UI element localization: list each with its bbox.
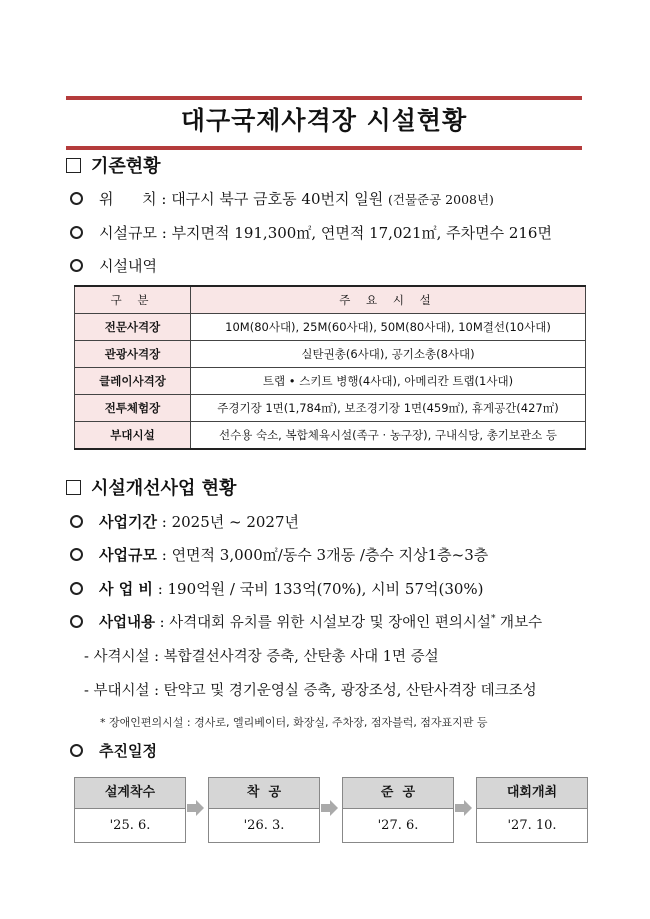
schedule-step: [476, 777, 588, 843]
table-row: [75, 368, 586, 395]
row-facilities: 트랩 • 스키트 병행(4사대), 아메리칸 트랩(1사대): [191, 368, 586, 395]
scale-label: 시설규모: [99, 224, 157, 242]
schedule-step: [74, 777, 186, 843]
content-label: 사업내용: [99, 615, 156, 631]
table-row: [75, 314, 586, 341]
location-label: 위 치: [99, 190, 157, 208]
section-existing-title: 기존현황: [91, 156, 161, 177]
table-row: [75, 422, 586, 450]
circle-bullet-icon: [70, 548, 83, 561]
table-row: [75, 395, 586, 422]
step-label: 준 공: [343, 778, 453, 809]
arrow-right-icon: [321, 799, 339, 817]
facilities-table: [74, 285, 586, 450]
step-date: '27. 10.: [477, 809, 587, 842]
schedule-step: [208, 777, 320, 843]
scale-line: 시설규모 : 부지면적 191,300㎡, 연면적 17,021㎡, 주차면수 216면: [70, 222, 552, 243]
circle-bullet-icon: [70, 192, 83, 205]
arrow-right-icon: [455, 799, 473, 817]
facilities-label: 시설내역: [99, 257, 157, 275]
cost-value: 190억원 / 국비 133억(70%), 시비 57억(30%): [167, 580, 484, 598]
circle-bullet-icon: [70, 744, 83, 757]
arrow-right-icon: [187, 799, 205, 817]
table-row: [75, 341, 586, 368]
period-line: 사업기간 : 2025년 ~ 2027년: [70, 511, 299, 532]
footnote-mark: *: [490, 614, 496, 625]
title-rule-bottom: [66, 146, 582, 150]
step-label: 설계착수: [75, 778, 185, 809]
section-existing-heading: [66, 152, 161, 178]
step-label: 착 공: [209, 778, 319, 809]
scale-value: 부지면적 191,300㎡, 연면적 17,021㎡, 주차면수 216면: [171, 224, 552, 242]
header-facilities: 주 요 시 설: [191, 286, 586, 314]
row-facilities: 10M(80사대), 25M(60사대), 50M(80사대), 10M결선(10사대): [191, 314, 586, 341]
content-line: 사업내용 : 사격대회 유치를 위한 시설보강 및 장애인 편의시설* 개보수: [70, 611, 542, 632]
step-date: '27. 6.: [343, 809, 453, 842]
project-scale-line: 사업규모 : 연면적 3,000㎡/동수 3개동 /층수 지상1층~3층: [70, 544, 488, 565]
project-scale-value: 연면적 3,000㎡/동수 3개동 /층수 지상1층~3층: [171, 546, 489, 564]
cost-label: 사 업 비: [99, 580, 153, 598]
sub-support-facility: - 부대시설 : 탄약고 및 경기운영실 증축, 광장조성, 산탄사격장 데크조성: [84, 683, 537, 699]
step-date: '25. 6.: [75, 809, 185, 842]
row-category: 클레이사격장: [75, 368, 191, 395]
step-date: '26. 3.: [209, 809, 319, 842]
row-category: 관광사격장: [75, 341, 191, 368]
step-label: 대회개최: [477, 778, 587, 809]
period-value: 2025년 ~ 2027년: [171, 513, 299, 531]
page-title: 대구국제사격장 시설현황: [180, 106, 468, 135]
row-category: 전문사격장: [75, 314, 191, 341]
project-scale-label: 사업규모: [99, 546, 157, 564]
table-header-row: [75, 286, 586, 314]
content-tail: 개보수: [495, 615, 543, 631]
square-bullet-icon: [66, 480, 81, 495]
accessibility-note: * 장애인편의시설 : 경사로, 엘리베이터, 화장실, 주차장, 점자블럭, 점자표지판 등: [100, 716, 488, 729]
header-category: 구 분: [75, 286, 191, 314]
schedule-label: 추진일정: [99, 742, 157, 760]
row-facilities: 선수용 숙소, 복합체육시설(족구 · 농구장), 구내식당, 총기보관소 등: [191, 422, 586, 450]
circle-bullet-icon: [70, 582, 83, 595]
circle-bullet-icon: [70, 226, 83, 239]
cost-line: 사 업 비 : 190억원 / 국비 133억(70%), 시비 57억(30%): [70, 578, 484, 599]
schedule-line: [70, 740, 157, 761]
location-line: 위 치 : 대구시 북구 금호동 40번지 일원 (건물준공 2008년): [70, 188, 494, 209]
square-bullet-icon: [66, 158, 81, 173]
circle-bullet-icon: [70, 615, 83, 628]
location-value: 대구시 북구 금호동 40번지 일원: [171, 190, 384, 208]
schedule-flow: [74, 777, 586, 841]
row-facilities: 주경기장 1면(1,784㎡), 보조경기장 1면(459㎡), 휴게공간(427㎡): [191, 395, 586, 422]
section-improvement-heading: [66, 474, 236, 500]
title-block: [66, 96, 582, 150]
row-category: 부대시설: [75, 422, 191, 450]
row-facilities: 실탄권총(6사대), 공기소총(8사대): [191, 341, 586, 368]
circle-bullet-icon: [70, 515, 83, 528]
circle-bullet-icon: [70, 259, 83, 272]
section-improvement-title: 시설개선사업 현황: [91, 478, 237, 499]
row-category: 전투체험장: [75, 395, 191, 422]
content-value: 사격대회 유치를 위한 시설보강 및 장애인 편의시설: [169, 615, 491, 631]
facilities-line: [70, 255, 157, 276]
period-label: 사업기간: [99, 513, 157, 531]
location-note: (건물준공 2008년): [388, 192, 494, 207]
schedule-step: [342, 777, 454, 843]
sub-shooting-facility: - 사격시설 : 복합결선사격장 증축, 산탄총 사대 1면 증설: [84, 649, 439, 665]
